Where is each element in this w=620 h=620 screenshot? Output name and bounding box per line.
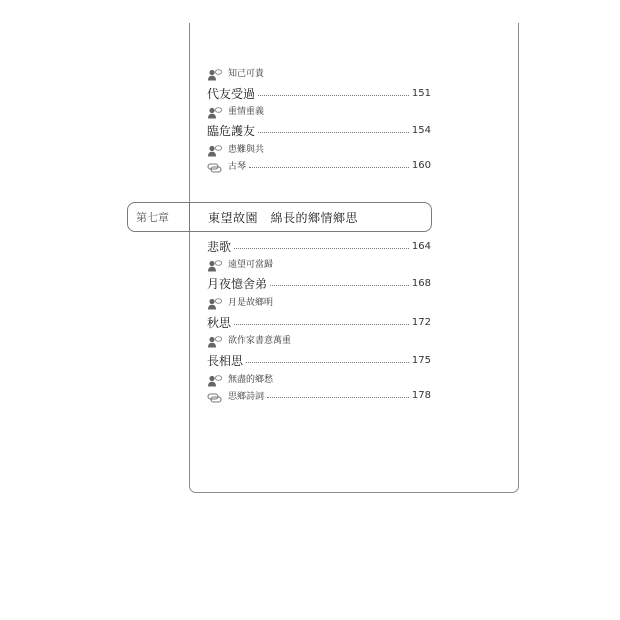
toc-sub-label: 無盡的鄉愁 bbox=[228, 374, 274, 385]
dot-leader bbox=[267, 397, 409, 398]
page-number: 154 bbox=[411, 124, 431, 136]
dot-leader bbox=[270, 285, 409, 286]
page-number: 160 bbox=[411, 159, 431, 171]
toc-sub-entry[interactable] bbox=[207, 294, 431, 308]
page-number: 175 bbox=[411, 354, 431, 366]
dot-leader bbox=[258, 132, 409, 133]
chapter-divider bbox=[189, 203, 190, 231]
toc-sub-label: 月是故鄉明 bbox=[228, 297, 274, 308]
toc-sub-label: 患難與共 bbox=[228, 144, 265, 155]
dot-leader bbox=[258, 95, 409, 96]
chapter-number: 第七章 bbox=[136, 211, 169, 224]
page-number: 178 bbox=[411, 389, 431, 401]
toc-sub-entry[interactable] bbox=[207, 256, 431, 270]
person-icon bbox=[207, 257, 223, 269]
person-icon bbox=[207, 372, 223, 384]
toc-sub-entry[interactable] bbox=[207, 65, 431, 79]
link-icon bbox=[207, 389, 223, 401]
page-number: 172 bbox=[411, 316, 431, 328]
link-icon bbox=[207, 159, 223, 171]
toc-sub-label: 古琴 bbox=[228, 161, 247, 172]
dot-leader bbox=[246, 362, 409, 363]
toc-main-entry[interactable] bbox=[207, 352, 431, 368]
person-icon bbox=[207, 333, 223, 345]
toc-main-entry[interactable] bbox=[207, 238, 431, 254]
dot-leader bbox=[234, 324, 409, 325]
toc-main-title: 秋思 bbox=[207, 315, 232, 330]
toc-main-entry[interactable] bbox=[207, 122, 431, 138]
toc-sub-label: 知己可貴 bbox=[228, 68, 265, 79]
chapter-title: 東望故園 綿長的鄉情鄉思 bbox=[208, 211, 359, 225]
toc-main-entry[interactable] bbox=[207, 275, 431, 291]
toc-sub-label: 重情重義 bbox=[228, 106, 265, 117]
toc-sub-entry[interactable] bbox=[207, 332, 431, 346]
toc-main-title: 長相思 bbox=[207, 353, 244, 368]
toc-main-title: 月夜憶舍弟 bbox=[207, 276, 268, 291]
dot-leader bbox=[249, 167, 409, 168]
toc-sub-entry[interactable] bbox=[207, 388, 431, 402]
page-number: 164 bbox=[411, 240, 431, 252]
person-icon bbox=[207, 142, 223, 154]
toc-sub-entry[interactable] bbox=[207, 141, 431, 155]
toc-sub-label: 欲作家書意萬重 bbox=[228, 335, 292, 346]
toc-sub-label: 遠望可當歸 bbox=[228, 259, 274, 270]
person-icon bbox=[207, 66, 223, 78]
toc-main-title: 臨危護友 bbox=[207, 123, 256, 138]
toc-main-title: 代友受過 bbox=[207, 86, 256, 101]
page-number: 168 bbox=[411, 277, 431, 289]
person-icon bbox=[207, 295, 223, 307]
toc-sub-entry[interactable] bbox=[207, 103, 431, 117]
toc-main-entry[interactable] bbox=[207, 85, 431, 101]
chapter-heading[interactable] bbox=[127, 202, 432, 232]
dot-leader bbox=[234, 248, 409, 249]
toc-sub-entry[interactable] bbox=[207, 371, 431, 385]
page-number: 151 bbox=[411, 87, 431, 99]
toc-main-entry[interactable] bbox=[207, 314, 431, 330]
toc-sub-label: 思鄉詩詞 bbox=[228, 391, 265, 402]
toc-main-title: 悲歌 bbox=[207, 239, 232, 254]
toc-sub-entry[interactable] bbox=[207, 158, 431, 172]
person-icon bbox=[207, 104, 223, 116]
